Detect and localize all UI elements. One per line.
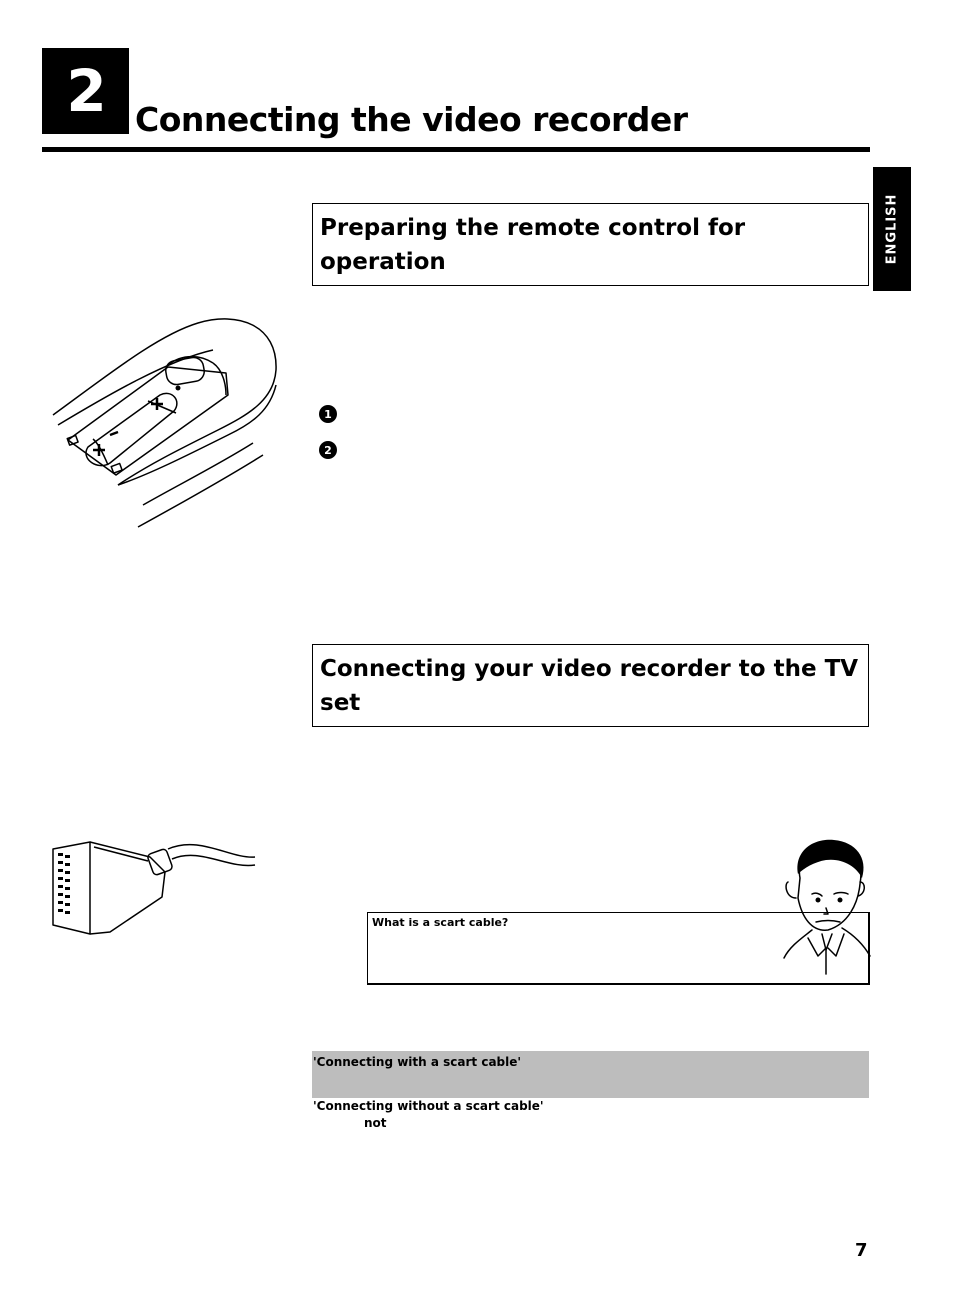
step-marker-2: 2 [319,441,337,459]
remote-control-illustration [48,315,288,535]
note-without-scart: 'Connecting without a scart cable' [313,1099,544,1113]
scart-cable-illustration [50,837,260,937]
language-tab [873,167,911,291]
cartoon-man-icon [782,838,872,978]
chapter-number-box: 2 [42,48,129,134]
step-marker-1: 1 [319,405,337,423]
page-number: 7 [855,1240,868,1261]
tip-title: What is a scart cable? [372,916,509,929]
section-heading-tv-connection: Connecting your video recorder to the TV set [312,644,869,727]
title-rule [42,147,870,152]
note-with-scart: 'Connecting with a scart cable' [313,1055,522,1069]
section-heading-remote: Preparing the remote control for operation [312,203,869,286]
note-not-word: not [364,1116,387,1130]
language-tab-label: ENGLISH [884,193,900,265]
chapter-title: Connecting the video recorder [135,100,688,139]
